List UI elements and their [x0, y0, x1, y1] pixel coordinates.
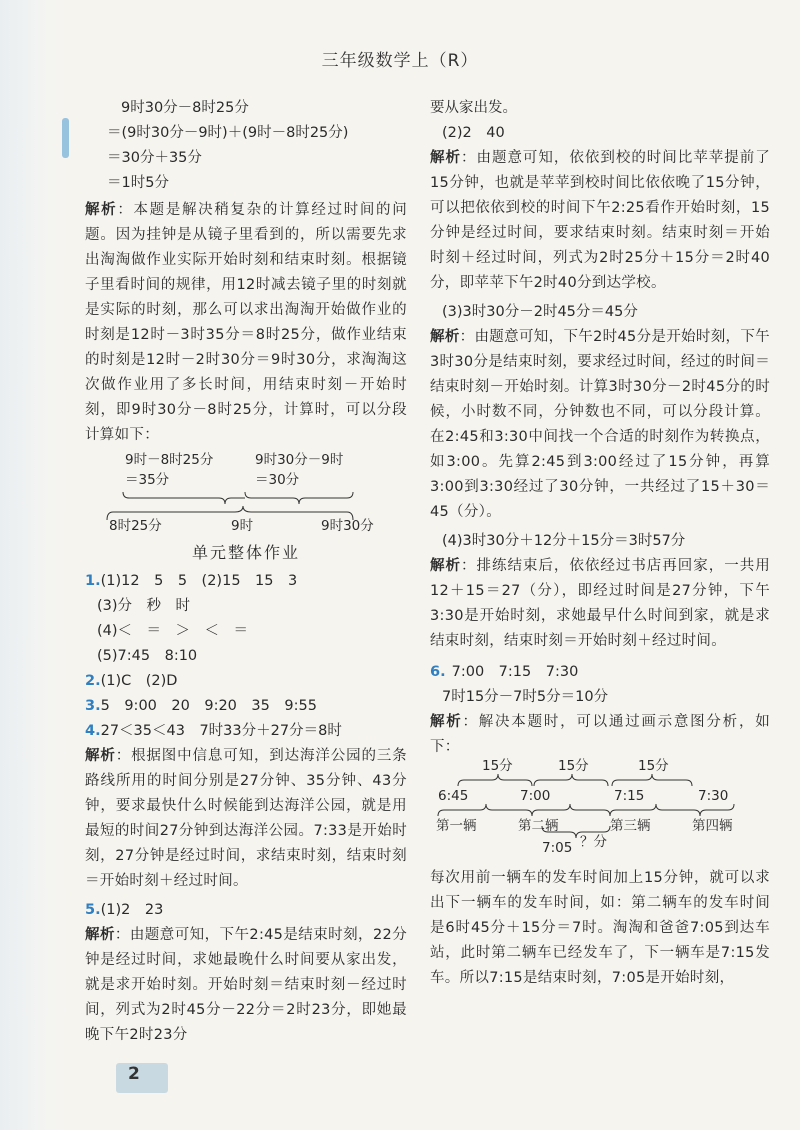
- question-number: 1.: [85, 573, 101, 589]
- diagram-label: 7:30: [698, 788, 729, 804]
- diagram-label: 9时30分: [321, 518, 374, 534]
- answer-text: 7:00 7:15 7:30: [451, 664, 579, 680]
- answer-text: 7时15分－7时5分＝10分: [442, 689, 609, 705]
- analysis-label: 解析: [85, 927, 115, 943]
- analysis-text: ：由题意可知，依依到校的时间比苹苹提前了15分钟，也就是苹苹到校时间比依依晚了15分钟，可以把依依到校的时间下午2:25看作开始时刻，15分钟是经过时间，要求结束时刻。结束时刻＝开始时刻＋经过时间，列式为2时25分＋15分＝2时40分，即苹苹下午2时40分到达学校。: [430, 150, 771, 291]
- answer-text: (4)3时30分＋12分＋15分＝3时57分: [442, 533, 686, 549]
- analysis-paragraph: [430, 554, 770, 654]
- analysis-label: 解析: [430, 714, 463, 730]
- diagram-label: ＝35分: [125, 472, 170, 488]
- analysis-paragraph: [85, 744, 407, 894]
- diagram-label: 9时－8时25分: [125, 452, 214, 468]
- time-segment-diagram: [85, 448, 407, 534]
- q1-line: (5)7:45 8:10: [97, 648, 198, 664]
- continued-text: 要从家出发。: [430, 100, 517, 116]
- calc-line: ＝30分＋35分: [107, 150, 202, 166]
- analysis-text: ：本题是解决稍复杂的计算经过时间的问题。因为挂钟是从镜子里看到的，所以需要先求出淘淘做作业实际开始时刻和结束时刻。根据镜子里看时间的规律，用12时减去镜子里的时刻就是实际的时刻，那么可以求出淘淘开始做作业的时刻是12时－3时35分＝8时25分，做作业结束的时刻是12时－2时30分＝9时30分，求淘淘这次做作业用了多长时间，用结束时刻－开始时刻，即9时30分－8时25分，计算时，可以分段计算如下：: [85, 202, 407, 443]
- analysis-label: 解析: [430, 150, 461, 166]
- analysis-paragraph: [430, 325, 770, 525]
- diagram-label: 9时30分－9时: [255, 452, 344, 468]
- question-number: 6.: [430, 664, 446, 680]
- analysis-text: ：根据图中信息可知，到达海洋公园的三条路线所用的时间分别是27分钟、35分钟、43分钟，要求最快什么时候能到达海洋公园，就是用最短的时间27分钟到达海洋公园。7:33是开始时刻，27分钟是经过时间，求结束时刻，结束时刻＝开始时刻＋经过时间。: [85, 748, 407, 889]
- diagram-label: 第二辆: [518, 818, 559, 834]
- diagram-label: 15分: [558, 758, 589, 774]
- analysis-paragraph: [85, 198, 407, 448]
- diagram-label: 7:00: [520, 788, 551, 804]
- diagram-label: 9时: [231, 518, 254, 534]
- diagram-label: ？分: [580, 834, 607, 850]
- analysis-label: 解析: [85, 748, 116, 764]
- answer-text: (1)12 5 5 (2)15 15 3: [100, 573, 298, 589]
- question-number: 3.: [85, 698, 101, 714]
- calc-line: ＝1时5分: [107, 175, 169, 191]
- page-edge: [0, 0, 68, 1130]
- q1-line: (4)＜ ＝ ＞ ＜ ＝: [97, 623, 249, 639]
- diagram-label: 7:05: [542, 840, 573, 856]
- analysis-text: ：解决本题时，可以通过画示意图分析，如下：: [430, 714, 770, 755]
- analysis-text: ：由题意可知，下午2时45分是开始时刻，下午3时30分是结束时刻，要求经过时间，经过的时间＝结束时刻－开始时刻。计算3时30分－2时45分的时候，小时数不同，分钟数也不同，可以分段计算。在2:45和3:30中间找一个合适的时刻作为转换点，如3:00。先算2:45到3:00经过了15分钟，再算3:00到3:30经过了30分钟，一共经过了15＋30＝45（分）。: [430, 329, 770, 520]
- diagram-label: 第四辆: [692, 818, 733, 834]
- q5-line: [85, 898, 407, 923]
- diagram-label: 15分: [482, 758, 513, 774]
- analysis-paragraph: [430, 146, 770, 296]
- right-column: [430, 96, 770, 991]
- diagram-label: 6:45: [438, 788, 469, 804]
- analysis-label: 解析: [430, 329, 460, 345]
- diagram-label: ＝30分: [255, 472, 300, 488]
- page-number: 2: [128, 1064, 140, 1084]
- diagram-label: 8时25分: [109, 518, 162, 534]
- q6-line: [430, 660, 770, 685]
- analysis-text: ：排练结束后，依依经过书店再回家，一共用12＋15＝27（分），即经过时间是27分钟，下午3:30是开始时刻，求她最早什么时间到家，就是求结束时刻，结束时刻＝开始时刻＋经过时间。: [430, 558, 771, 649]
- answer-text: 27＜35＜43 7时33分＋27分＝8时: [100, 723, 342, 739]
- analysis-label: 解析: [430, 558, 461, 574]
- diagram-label: 7:15: [614, 788, 645, 804]
- question-number: 2.: [85, 673, 101, 689]
- q1-line: [85, 569, 407, 594]
- question-number: 4.: [85, 723, 101, 739]
- section-title: 单元整体作业: [191, 543, 300, 562]
- calc-line: ＝(9时30分－9时)＋(9时－8时25分): [107, 125, 349, 141]
- answer-text: (1)2 23: [100, 902, 164, 918]
- left-column: [85, 96, 407, 1048]
- q1-line: (3)分 秒 时: [97, 598, 191, 614]
- q2-line: [85, 669, 407, 694]
- bus-schedule-diagram: [430, 760, 770, 866]
- answer-text: (3)3时30分－2时45分＝45分: [442, 304, 638, 320]
- explanation-paragraph: 每次用前一辆车的发车时间加上15分钟，就可以求出下一辆车的发车时间，如：第二辆车的发车时间是6时45分＋15分＝7时。淘淘和爸爸7:05到达车站，此时第二辆车已经发车了，下一辆车是7:15发车。所以7:15是结束时刻，7:05是开始时刻，: [430, 870, 770, 986]
- analysis-text: ：由题意可知，下午2:45是结束时刻，22分钟是经过时间，求她最晚什么时间要从家出发，就是求开始时刻。开始时刻＝结束时刻－经过时间，列式为2时45分－22分＝2时23分，即她最晚下午2时23分: [85, 927, 407, 1043]
- analysis-label: 解析: [85, 202, 118, 218]
- q3-line: [85, 694, 407, 719]
- answer-text: 5 9:00 20 9:20 35 9:55: [100, 698, 317, 714]
- q4-line: [85, 719, 407, 744]
- answer-text: (1)C (2)D: [100, 673, 178, 689]
- diagram-label: 第三辆: [610, 818, 651, 834]
- calc-line: 9时30分－8时25分: [121, 100, 249, 116]
- analysis-paragraph: [85, 923, 407, 1048]
- page-header: 三年级数学上（R）: [321, 51, 479, 71]
- answer-text: (2)2 40: [442, 125, 505, 141]
- page-number-background: [116, 1063, 168, 1093]
- analysis-paragraph: [430, 710, 770, 760]
- diagram-label: 第一辆: [436, 818, 477, 834]
- diagram-label: 15分: [638, 758, 669, 774]
- page-tab-marker: [62, 118, 69, 158]
- question-number: 5.: [85, 902, 101, 918]
